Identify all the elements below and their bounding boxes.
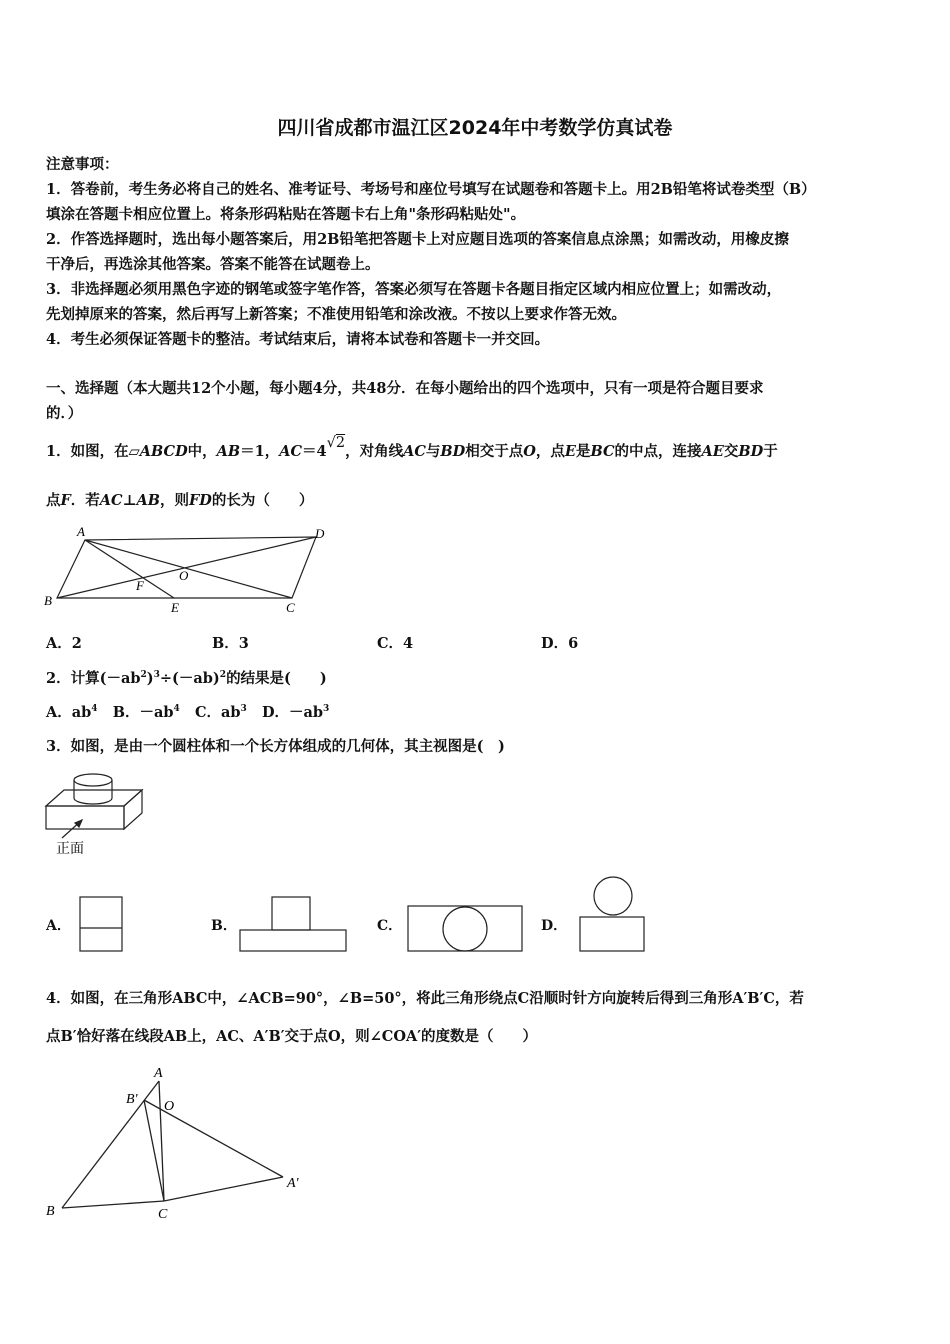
label-a-prime: A'	[287, 1176, 299, 1191]
question-4-line2: 点B′恰好落在线段AB上，AC、A′B′交于点O，则∠COA′的度数是（ ）	[46, 1028, 538, 1045]
q2-options	[46, 701, 329, 722]
q1-option-c[interactable]: C．4	[377, 635, 414, 652]
notice-line: 2．作答选择题时，选出每小题答案后，用2B铅笔把答题卡上对应题目选项的答案信息点涂黑；如需改动，用橡皮擦	[46, 231, 789, 248]
box-side-face	[124, 790, 142, 829]
label-c: C	[158, 1207, 168, 1222]
notice-line: 1．答卷前，考生务必将自己的姓名、准考证号、考场号和座位号填写在试题卷和答题卡上。用2B铅笔将试卷类型（B）	[46, 181, 816, 198]
cylinder-top	[74, 774, 112, 786]
page-title: 四川省成都市温江区2024年中考数学仿真试卷	[277, 117, 673, 139]
solid-figure	[40, 770, 150, 860]
q1-option-a[interactable]: A．2	[46, 635, 82, 652]
q3-option-a-label[interactable]: A．	[46, 918, 71, 934]
q2-option-c[interactable]: C．$ab^3$	[194, 704, 247, 721]
label-a: A	[77, 524, 85, 539]
label-a: A	[154, 1066, 163, 1081]
label-b: B	[44, 593, 52, 608]
section-heading-cont: 的．）	[46, 405, 83, 422]
section-heading: 一、选择题（本大题共12个小题，每小题4分，共48分．在每小题给出的四个选项中，只有一项是符合题目要求	[46, 380, 764, 397]
q3-option-c-figure[interactable]	[404, 902, 526, 956]
triangle-figure	[40, 1060, 305, 1225]
notice-line: 填涂在答题卡相应位置上。将条形码粘贴在答题卡右上角"条形码粘贴处"。	[46, 206, 526, 223]
q3-option-d-label[interactable]: D．	[541, 918, 568, 934]
label-b: B	[46, 1204, 55, 1219]
box-front-face	[46, 806, 124, 829]
q1-option-b[interactable]: B．3	[212, 635, 249, 652]
label-o: O	[164, 1099, 175, 1114]
q2-option-b[interactable]: B．$-ab^4$	[112, 704, 180, 721]
q2-option-a[interactable]: A．$ab^4$	[46, 704, 98, 721]
notice-line: 干净后，再选涂其他答案。答案不能答在试题卷上。	[46, 256, 380, 273]
notice-line: 先划掉原来的答案，然后再写上新答案；不准使用铅笔和涂改液。不按以上要求作答无效。	[46, 306, 626, 323]
q2-option-d[interactable]: D．$-ab^3$	[261, 704, 330, 721]
notice-heading: 注意事项：	[46, 156, 119, 173]
q1-option-d[interactable]: D．6	[541, 635, 579, 652]
side-ca1	[164, 1177, 283, 1201]
label-c: C	[286, 600, 295, 615]
notice-line: 3．非选择题必须用黑色字迹的钢笔或签字笔作答，答案必须写在答题卡各题目指定区域内相应位置上；如需改动，	[46, 281, 782, 298]
q3-option-b-label[interactable]: B．	[211, 918, 237, 934]
diagonal-ac	[85, 540, 292, 598]
label-b-prime: B'	[126, 1092, 138, 1107]
label-f: F	[136, 578, 144, 593]
side-bc	[62, 1201, 164, 1208]
q3-option-d-figure[interactable]	[576, 874, 648, 956]
front-label: 正面	[56, 841, 84, 857]
segment-ae	[85, 540, 174, 598]
sqrt-sign: √2	[326, 435, 346, 451]
question-4-line1: 4．如图，在三角形ABC中，∠ACB=90°，∠B=50°，将此三角形绕点C沿顺时针方向旋转后得到三角形A′B′C，若	[46, 990, 804, 1007]
cylinder-bottom	[74, 798, 112, 804]
label-o: O	[179, 568, 189, 583]
q3-option-a-figure[interactable]	[78, 895, 126, 955]
question-3: 3．如图，是由一个圆柱体和一个长方体组成的几何体，其主视图是( )	[46, 738, 505, 755]
notice-line: 4．考生必须保证答题卡的整洁。考试结束后，请将本试卷和答题卡一并交回。	[46, 331, 550, 348]
label-e: E	[171, 600, 179, 615]
q3-option-b-figure[interactable]	[237, 895, 351, 955]
q3-option-c-label[interactable]: C．	[377, 918, 403, 934]
label-d: D	[315, 526, 325, 541]
question-1-line1: 1．如图，在▱ABCD中，AB＝1，AC＝4√2，对角线AC与BD相交于点O，点E是BC的中点，连接AE交BD于	[46, 435, 778, 460]
question-2: 2．计算$(-ab^2)^3\div(-ab)^2$的结果是( )	[46, 670, 327, 687]
question-1-line2: 点F．若AC⊥AB，则FD的长为（ ）	[46, 492, 314, 509]
parallelogram-figure	[40, 520, 340, 615]
